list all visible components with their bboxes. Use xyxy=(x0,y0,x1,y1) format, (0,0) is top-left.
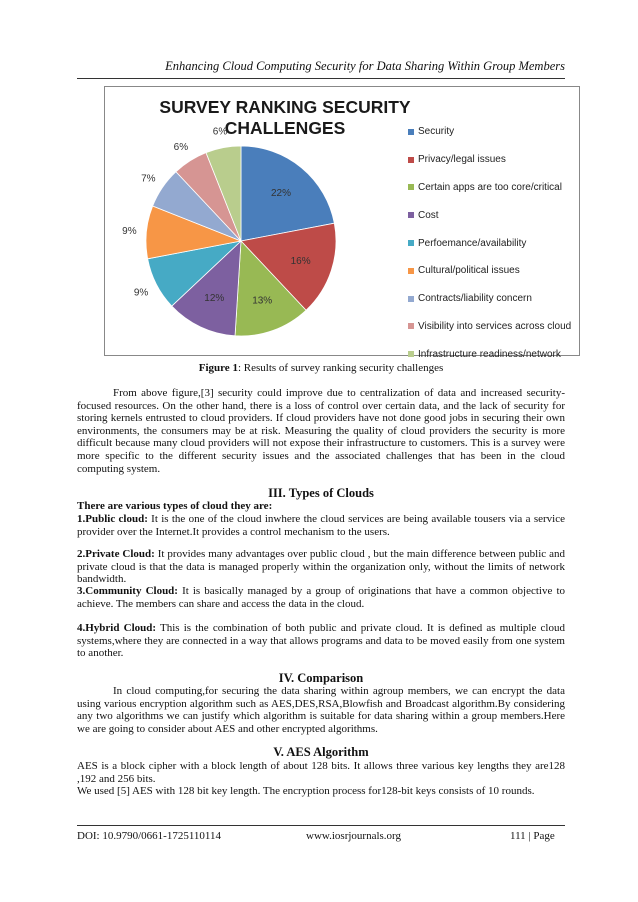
legend-item xyxy=(408,257,571,285)
legend-item xyxy=(408,285,571,313)
legend-item xyxy=(408,146,571,174)
legend-item xyxy=(408,174,571,202)
pie-data-label: 13% xyxy=(252,295,273,307)
section-4-paragraph: In cloud computing,for securing the data sharing within agroup members, we can encrypt the data using various encryption algorithm such as AES,DES,RSA,Blowfish and Broadcast algorithm.By considering any two algorithms we can justify which algorithm is suitable for data sharing within a group members.Here we are going to consider about AES and other encrypted algorithms. xyxy=(77,685,565,735)
pie-data-label: 12% xyxy=(204,293,225,305)
community-cloud-term: 3.Community Cloud: xyxy=(77,585,178,597)
public-cloud-term: 1.Public cloud: xyxy=(77,513,148,525)
pie-data-label: 6% xyxy=(173,141,189,153)
legend-label: Contracts/liability concern xyxy=(418,293,532,305)
legend-swatch xyxy=(408,351,414,357)
pie-data-label: 7% xyxy=(141,173,156,185)
figure-caption xyxy=(77,362,565,374)
pie-data-label: 22% xyxy=(270,188,292,200)
footer-doi: DOI: 10.9790/0661-1725110114 xyxy=(77,830,222,842)
intro-paragraph: From above figure,[3] security could improve due to centralization of data and increased security-focused resources. On the other hand, there is a loss of control over certain data, and the lack of security for storing kernels entrusted to cloud providers. If cloud providers have not done good jobs in securing their own environments, the consumers may be at risk. Measuring the quality of cloud providers the security is more difficult because many cloud providers will not expose their infrastructure to customers. This is a survey were more specific to the different security issues and the associated challenges that has been in the cloud computing system. xyxy=(77,387,565,475)
section-5-paragraph-2: We used [5] AES with 128 bit key length. The encryption process for128-bit keys consists of 10 rounds. xyxy=(77,785,535,797)
community-cloud-item xyxy=(77,585,565,610)
pie-chart xyxy=(104,86,580,360)
community-cloud-text: It is basically managed by a group of originations that have a common objective to achieve. The members can share and access the data in the cloud. xyxy=(77,585,565,610)
legend-item xyxy=(408,229,571,257)
running-header: Enhancing Cloud Computing Security for Data Sharing Within Group Members xyxy=(165,59,565,73)
legend-swatch xyxy=(408,240,414,246)
footer-site: www.iosrjournals.org xyxy=(306,830,402,842)
section-4-heading: IV. Comparison xyxy=(278,671,364,685)
legend-label: Cultural/political issues xyxy=(418,265,520,277)
private-cloud-term: 2.Private Cloud: xyxy=(77,548,155,560)
legend-swatch xyxy=(408,296,414,302)
section-5-paragraph-1: AES is a block cipher with a block length of about 128 bits. It allows three various key lengths they are128 ,192 and 256 bits. xyxy=(77,760,565,785)
legend-swatch xyxy=(408,129,414,135)
footer-rule xyxy=(77,825,565,826)
legend-item xyxy=(408,313,571,341)
hybrid-cloud-term: 4.Hybrid Cloud: xyxy=(77,622,157,634)
legend-label: Visibility into services across cloud xyxy=(418,320,572,332)
legend-swatch xyxy=(408,268,414,274)
section-3-lead: There are various types of cloud they are: xyxy=(77,500,273,512)
caption-label: Figure 1 xyxy=(198,362,238,374)
legend-item xyxy=(408,201,571,229)
private-cloud-text: It provides many advantages over public cloud , but the main difference between public and private cloud is that the data is managed properly within the organization only, without the limits of network bandwidth. xyxy=(77,548,565,586)
caption-text: : Results of survey ranking security challenges xyxy=(237,362,444,374)
private-cloud-item xyxy=(77,548,565,586)
legend-swatch xyxy=(408,212,414,218)
legend-label: Security xyxy=(418,126,455,138)
legend-label: Certain apps are too core/critical xyxy=(418,181,562,193)
public-cloud-item xyxy=(77,513,565,538)
pie-data-label: 6% xyxy=(212,126,228,138)
legend-label: Privacy/legal issues xyxy=(418,154,506,166)
public-cloud-text: It is the one of the cloud inwhere the cloud services are being available tousers via a service provider over the Internet.It provides a control mechanism to the users. xyxy=(77,513,565,538)
legend-swatch xyxy=(408,184,414,190)
chart-legend xyxy=(408,118,571,368)
hybrid-cloud-item xyxy=(77,622,565,660)
legend-item xyxy=(408,118,571,146)
section-5-heading: V. AES Algorithm xyxy=(273,745,369,759)
pie-data-label: 16% xyxy=(290,255,311,267)
legend-swatch xyxy=(408,157,414,163)
legend-label: Cost xyxy=(418,209,439,221)
chart-title: SURVEY RANKING SECURITY CHALLENGES xyxy=(159,97,411,138)
pie-data-label: 9% xyxy=(133,287,149,299)
legend-swatch xyxy=(408,323,414,329)
section-3-heading: III. Types of Clouds xyxy=(268,486,374,500)
footer-page: 111 | Page xyxy=(510,830,555,842)
pie-data-label: 9% xyxy=(122,226,137,237)
legend-label: Perfoemance/availability xyxy=(418,237,527,249)
legend-label: Infrastructure readiness/network xyxy=(418,348,561,360)
hybrid-cloud-text: This is the combination of both public and private cloud. It is defined as multiple cloud systems,where they are connected in a way that allows programs and data to be moved easily from one system to another. xyxy=(77,622,565,660)
header-rule xyxy=(77,78,565,79)
